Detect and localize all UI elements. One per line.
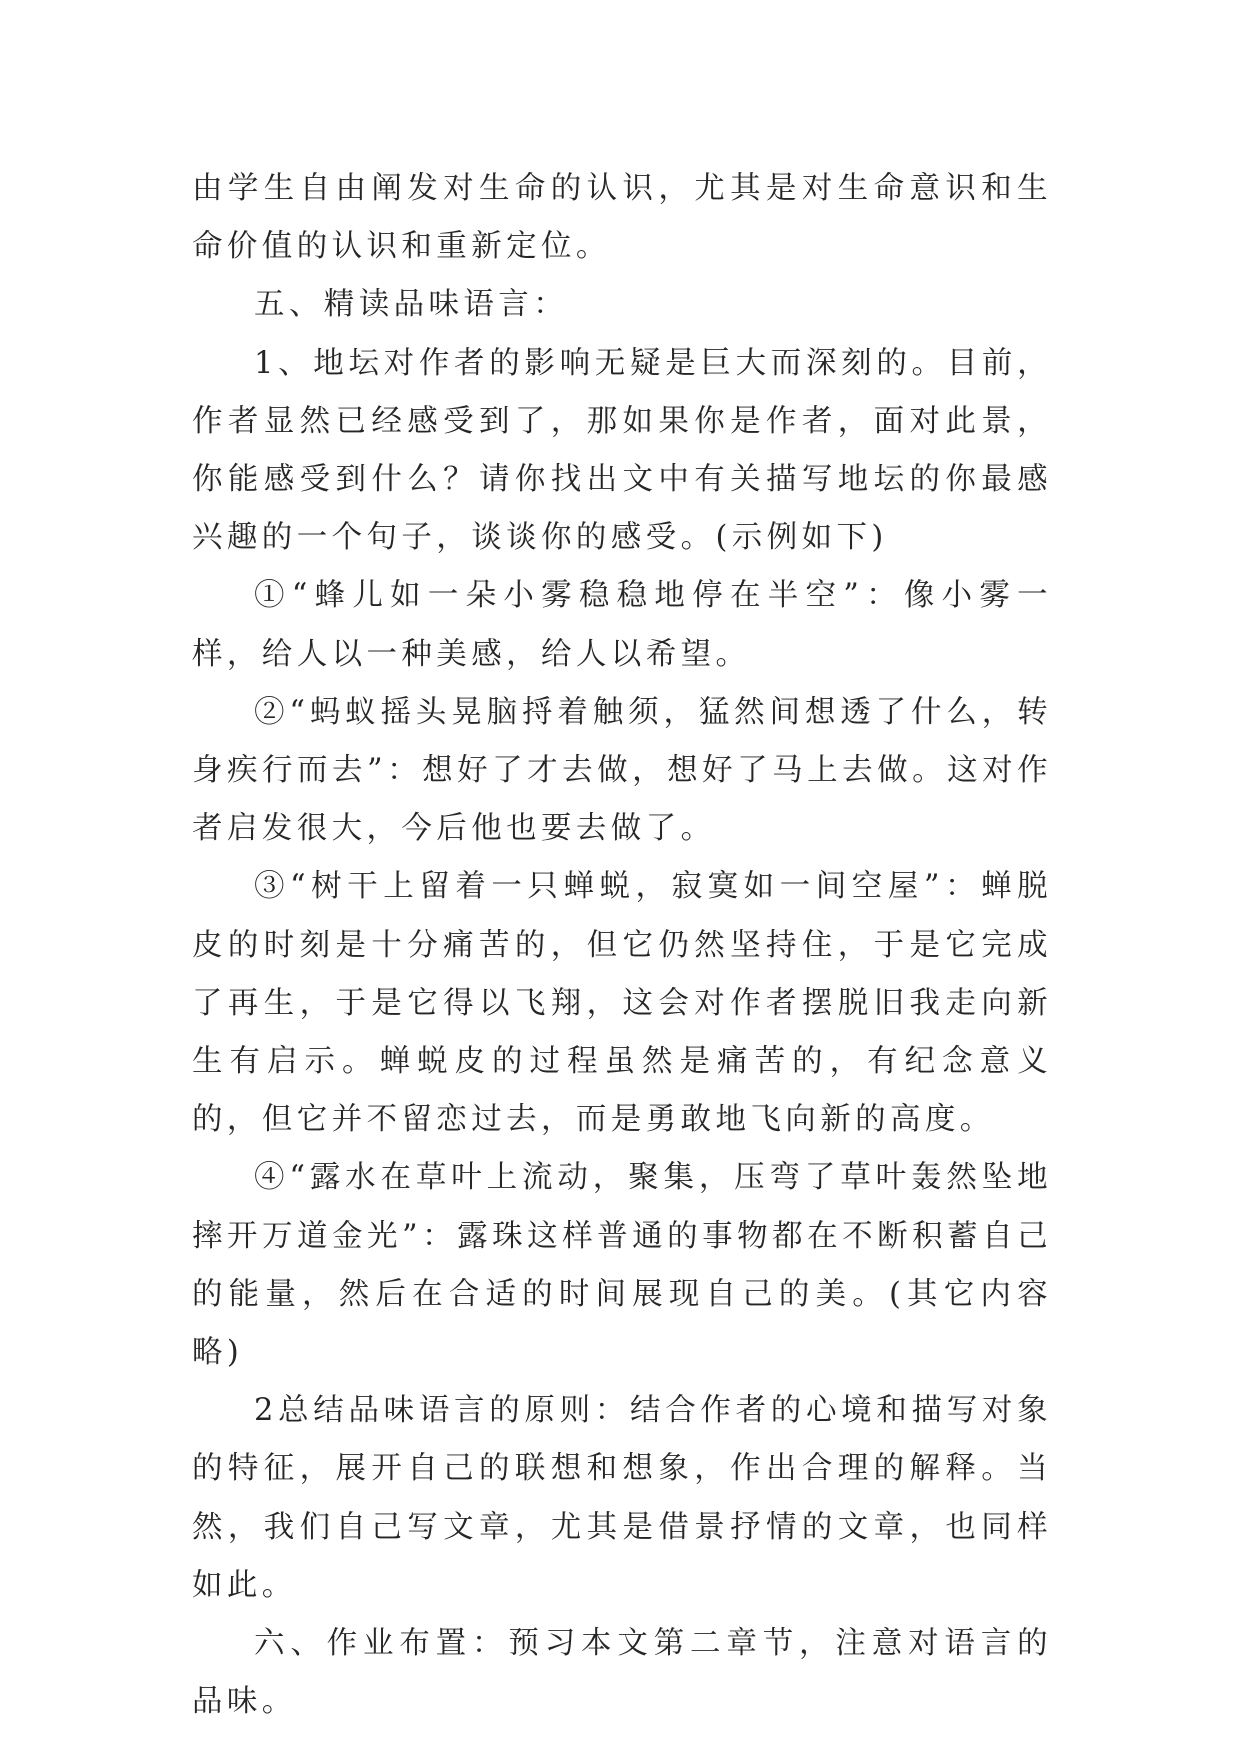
example-item-4: ④“露水在草叶上流动，聚集，压弯了草叶轰然坠地摔开万道金光”：露珠这样普通的事物都在不断积蓄自己的能量，然后在合适的时间展现自己的美。(其它内容略) bbox=[192, 1160, 1052, 1371]
document-body bbox=[192, 160, 1052, 1731]
section-heading-six: 六、作业布置：预习本文第二章节，注意对语言的品味。 bbox=[192, 1626, 1052, 1720]
example-item-1: ①“蜂儿如一朵小雾稳稳地停在半空”：像小雾一样，给人以一种美感，给人以希望。 bbox=[192, 578, 1052, 672]
example-item-2: ②“蚂蚁摇头晃脑捋着触须，猛然间想透了什么，转身疾行而去”：想好了才去做，想好了马上去做。这对作者启发很大，今后他也要去做了。 bbox=[192, 694, 1052, 847]
paragraph-summary-2: 2总结品味语言的原则：结合作者的心境和描写对象的特征，展开自己的联想和想象，作出合理的解释。当然，我们自己写文章，尤其是借景抒情的文章，也同样如此。 bbox=[192, 1393, 1052, 1603]
section-heading-five: 五、精读品味语言： bbox=[254, 287, 569, 323]
paragraph-continuation: 由学生自由阐发对生命的认识，尤其是对生命意识和生命价值的认识和重新定位。 bbox=[192, 171, 1052, 265]
paragraph-question-1: 1、地坛对作者的影响无疑是巨大而深刻的。目前，作者显然已经感受到了，那如果你是作者，面对此景，你能感受到什么？请你找出文中有关描写地坛的你最感兴趣的一个句子，谈谈你的感受。(示例如下) bbox=[192, 345, 1052, 556]
example-item-3: ③“树干上留着一只蝉蜕，寂寞如一间空屋”：蝉脱皮的时刻是十分痛苦的，但它仍然坚持住，于是它完成了再生，于是它得以飞翔，这会对作者摆脱旧我走向新生有启示。蝉蜕皮的过程虽然是痛苦的，有纪念意义的，但它并不留恋过去，而是勇敢地飞向新的高度。 bbox=[192, 869, 1052, 1138]
